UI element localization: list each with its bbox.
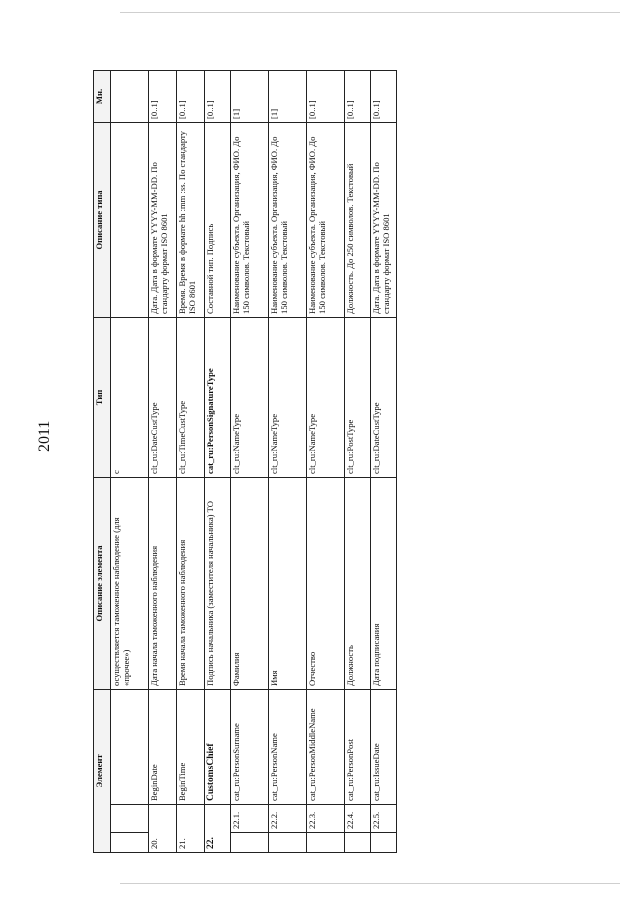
row-subnumber [111,805,149,833]
row-description: Отчество [307,477,345,689]
row-element [111,689,149,804]
scan-edge-line [120,883,620,884]
scan-edge-line [120,12,620,13]
row-multiplicity: [1] [269,70,307,122]
row-element: cat_ru:IssueDate [371,689,397,804]
row-type: clt_ru:DateCustType [371,317,397,477]
row-type: clt_ru:DateCustType [149,317,177,477]
row-type-description [111,122,149,317]
table-row [371,70,397,852]
header-multiplicity: Мн. [94,70,111,122]
row-type-description: Наименование субъекта. Организация, ФИО. До 150 символов. Текстовый [307,122,345,317]
header-description: Описание элемента [94,477,111,689]
row-description: Должность [345,477,371,689]
row-type-description: Наименование субъекта. Организация, ФИО. До 150 символов. Текстовый [269,122,307,317]
row-type: c [111,317,149,477]
row-type: clt_ru:TimeCustType [177,317,205,477]
row-type-description: Время. Время в формате hh :mm :ss. По стандарту ISO 8601 [177,122,205,317]
row-description: осуществляется таможенное наблюдение (для «прочее») [111,477,149,689]
table-header-row [94,70,111,852]
row-element: cat_ru:PersonPost [345,689,371,804]
row-number [269,833,307,853]
row-type: clt_ru:NameType [231,317,269,477]
table-row [231,70,269,852]
header-type: Тип [94,317,111,477]
row-description: Имя [269,477,307,689]
elements-table [93,70,397,853]
row-description: Подпись начальника (заместителя начальника) ТО [205,477,231,689]
row-element: CustomsChief [205,689,231,804]
row-type: clt_ru:PostType [345,317,371,477]
table-row [177,70,205,852]
row-type-description: Составной тип. Подпись [205,122,231,317]
row-multiplicity [111,70,149,122]
row-number [111,833,149,853]
table-row [111,70,149,852]
row-multiplicity: [0..1] [205,70,231,122]
row-type-description: Дата. Дата в формате YYYY-MM-DD. По стандарту формат ISO 8601 [149,122,177,317]
table-row [345,70,371,852]
row-description: Фамилия [231,477,269,689]
rotated-table-area [93,71,391,853]
row-element: BeginDate [149,689,177,804]
header-type-description: Описание типа [94,122,111,317]
row-subnumber: 22.1. [231,805,269,833]
row-multiplicity: [0..1] [345,70,371,122]
table-row [205,70,231,852]
row-number: 22. [205,805,231,853]
row-multiplicity: [0..1] [177,70,205,122]
header-element: Элемент [94,689,111,852]
row-element: cat_ru:PersonSurname [231,689,269,804]
row-number [307,833,345,853]
table-row [149,70,177,852]
row-multiplicity: [1] [231,70,269,122]
row-subnumber: 22.3. [307,805,345,833]
row-number [371,833,397,853]
row-multiplicity: [0..1] [371,70,397,122]
row-type: clt_ru:NameType [307,317,345,477]
table-row [307,70,345,852]
row-subnumber: 22.4. [345,805,371,833]
row-subnumber: 22.5. [371,805,397,833]
row-number [345,833,371,853]
row-subnumber: 22.2. [269,805,307,833]
row-description: Время начала таможенного наблюдения [177,477,205,689]
row-multiplicity: [0..1] [149,70,177,122]
row-number: 21. [177,805,205,853]
row-type-description: Должность. До 250 символов. Текстовый [345,122,371,317]
page-number: 2011 [36,420,53,452]
row-type: clt_ru:NameType [269,317,307,477]
row-description: Дата подписания [371,477,397,689]
row-multiplicity: [0..1] [307,70,345,122]
row-type-description: Наименование субъекта. Организация, ФИО. До 150 символов. Текстовый [231,122,269,317]
row-element: cat_ru:PersonMiddleName [307,689,345,804]
row-element: BeginTime [177,689,205,804]
row-type-description: Дата. Дата в формате YYYY-MM-DD. По стандарту формат ISO 8601 [371,122,397,317]
row-description: Дата начала таможенного наблюдения [149,477,177,689]
row-number [231,833,269,853]
table-row [269,70,307,852]
row-number: 20. [149,805,177,853]
row-element: cat_ru:PersonName [269,689,307,804]
row-type: cat_ru:PersonSignatureType [205,317,231,477]
